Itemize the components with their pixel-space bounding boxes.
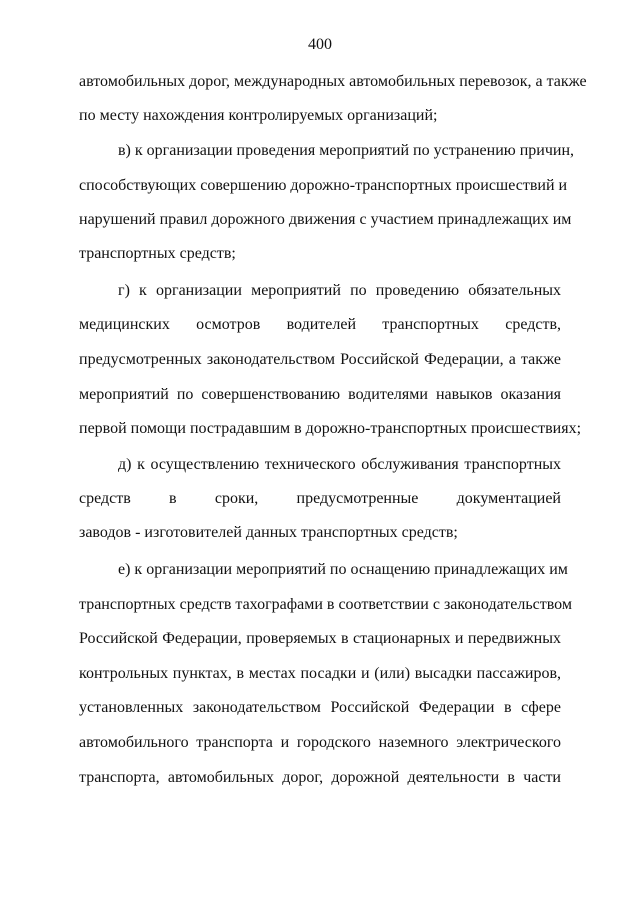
paragraph-d-first-line: д) к осуществлению технического обслуживания транспортных — [118, 456, 561, 473]
text-line: установленных законодательством Российской Федерации в сфере — [79, 699, 561, 716]
text-line: транспортных средств тахографами в соответствии с законодательством — [79, 596, 572, 613]
text-line: автомобильных дорог, международных автомобильных перевозок, а также — [79, 73, 587, 90]
text-line: транспорта, автомобильных дорог, дорожной деятельности в части — [79, 769, 561, 786]
paragraph-e-first-line: е) к организации мероприятий по оснащению принадлежащих им — [118, 561, 568, 578]
text-line: Российской Федерации, проверяемых в стационарных и передвижных — [79, 630, 561, 647]
page-number: 400 — [308, 36, 332, 53]
text-line: медицинских осмотров водителей транспортных средств, — [79, 316, 561, 333]
text-line: предусмотренных законодательством Российской Федерации, а также — [79, 351, 561, 368]
text-line: автомобильного транспорта и городского наземного электрического — [79, 734, 561, 751]
text-line: первой помощи пострадавшим в дорожно-транспортных происшествиях; — [79, 420, 582, 437]
text-line: контрольных пунктах, в местах посадки и (или) высадки пассажиров, — [79, 665, 561, 682]
text-line: способствующих совершению дорожно-транспортных происшествий и — [79, 177, 568, 194]
paragraph-g-first-line: г) к организации мероприятий по проведению обязательных — [118, 282, 561, 299]
text-line: нарушений правил дорожного движения с участием принадлежащих им — [79, 211, 572, 228]
text-line: заводов - изготовителей данных транспортных средств; — [79, 524, 458, 541]
text-line: мероприятий по совершенствованию водителями навыков оказания — [79, 386, 561, 403]
paragraph-v-first-line: в) к организации проведения мероприятий по устранению причин, — [118, 142, 575, 159]
text-line: средств в сроки, предусмотренные документацией — [79, 490, 561, 507]
text-line: по месту нахождения контролируемых организаций; — [79, 107, 438, 124]
text-line: транспортных средств; — [79, 245, 236, 262]
